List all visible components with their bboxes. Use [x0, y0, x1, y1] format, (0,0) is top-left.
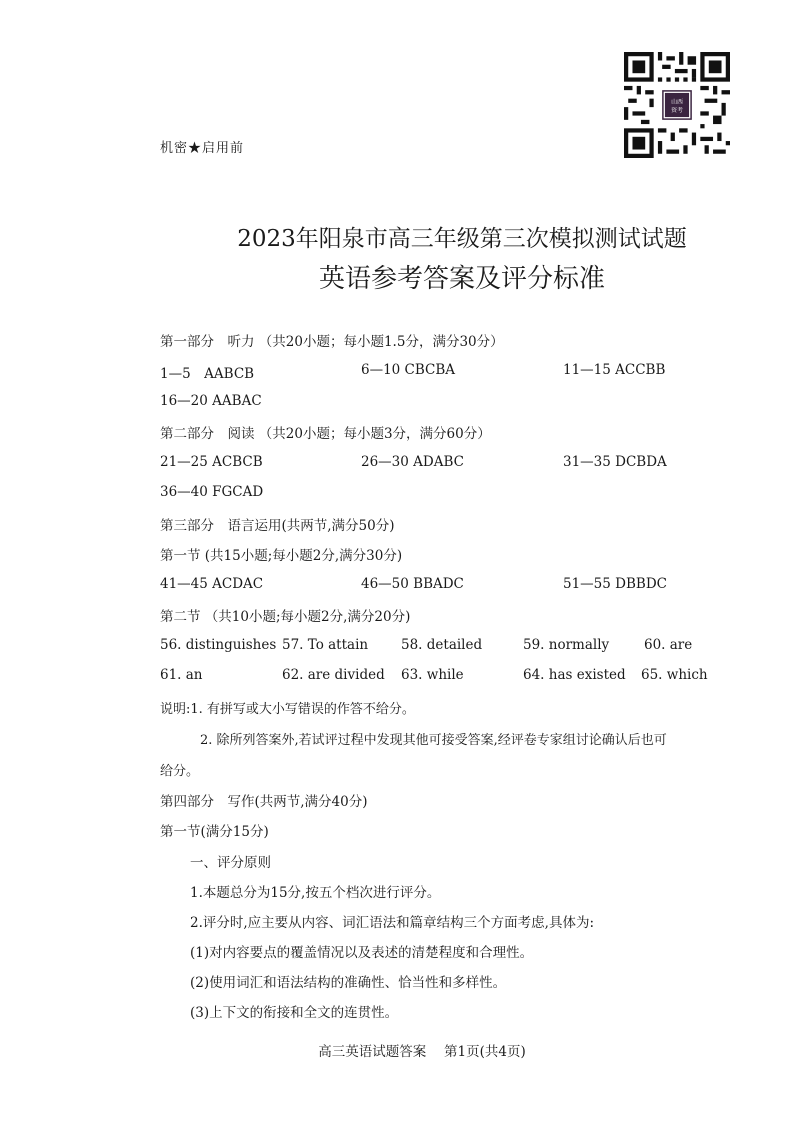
qr-code	[624, 52, 730, 158]
qr-center-label-line1: 山西	[671, 98, 683, 106]
part3-answer-2: 46—50 BBADC	[361, 576, 464, 592]
part2-answer-1: 21—25 ACBCB	[160, 454, 263, 470]
confidential-label: 机密★启用前	[160, 141, 245, 156]
part2-answer-2: 26—30 ADABC	[361, 454, 464, 470]
fill-answer-56: 56. distinguishes	[160, 637, 277, 653]
part3-section1-heading: 第一节 (共15小题;每小题2分,满分30分)	[160, 548, 403, 564]
part4-section1-heading: 第一节(满分15分)	[160, 824, 269, 840]
part1-answer-3: 11—15 ACCBB	[563, 362, 666, 378]
principle-item-5: (3)上下文的衔接和全文的连贯性。	[190, 1005, 399, 1021]
principle-item-2: 2.评分时,应主要从内容、词汇语法和篇章结构三个方面考虑,具体为:	[190, 915, 595, 931]
part1-answer-4: 16—20 AABAC	[160, 393, 262, 409]
fill-answer-59: 59. normally	[523, 637, 610, 653]
fill-answer-62: 62. are divided	[282, 667, 385, 683]
part4-heading: 第四部分 写作(共两节,满分40分)	[160, 794, 368, 810]
note-2-continued: 给分。	[160, 764, 200, 779]
answer-key-title: 英语参考答案及评分标准	[318, 264, 605, 294]
note-1: 说明:1. 有拼写或大小写错误的作答不给分。	[160, 702, 415, 717]
fill-answer-61: 61. an	[160, 667, 203, 683]
principle-item-4: (2)使用词汇和语法结构的准确性、恰当性和多样性。	[190, 975, 507, 991]
fill-answer-65: 65. which	[641, 667, 708, 683]
part3-answer-3: 51—55 DBBDC	[563, 576, 667, 592]
fill-answer-57: 57. To attain	[282, 637, 369, 653]
part1-answer-1: 1—5 AABCB	[160, 366, 255, 382]
part2-heading: 第二部分 阅读 （共20小题；每小题3分，满分60分）	[160, 426, 491, 442]
fill-answer-64: 64. has existed	[523, 667, 626, 683]
part2-answer-3: 31—35 DCBDA	[563, 454, 667, 470]
part3-answer-1: 41—45 ACDAC	[160, 576, 264, 592]
qr-center-label-line2: 资考	[671, 107, 683, 115]
page-footer: 高三英语试题答案 第1页(共4页)	[318, 1044, 526, 1060]
part1-heading: 第一部分 听力 （共20小题；每小题1.5分，满分30分）	[160, 334, 504, 350]
exam-title: 2023年阳泉市高三年级第三次模拟测试试题	[237, 226, 687, 252]
principle-item-1: 1.本题总分为15分,按五个档次进行评分。	[190, 885, 441, 901]
fill-answer-63: 63. while	[401, 667, 464, 683]
principles-heading: 一、评分原则	[190, 855, 271, 871]
fill-answer-58: 58. detailed	[401, 637, 483, 653]
part1-answer-2: 6—10 CBCBA	[361, 362, 456, 378]
fill-answer-60: 60. are	[644, 637, 693, 653]
part3-section2-heading: 第二节 （共10小题;每小题2分,满分20分)	[160, 609, 411, 625]
part3-heading: 第三部分 语言运用(共两节,满分50分)	[160, 518, 395, 534]
principle-item-3: (1)对内容要点的覆盖情况以及表述的清楚程度和合理性。	[190, 945, 534, 961]
part2-answer-4: 36—40 FGCAD	[160, 484, 264, 500]
note-2: 2. 除所列答案外,若试评过程中发现其他可接受答案,经评卷专家组讨论确认后也可	[200, 733, 667, 748]
